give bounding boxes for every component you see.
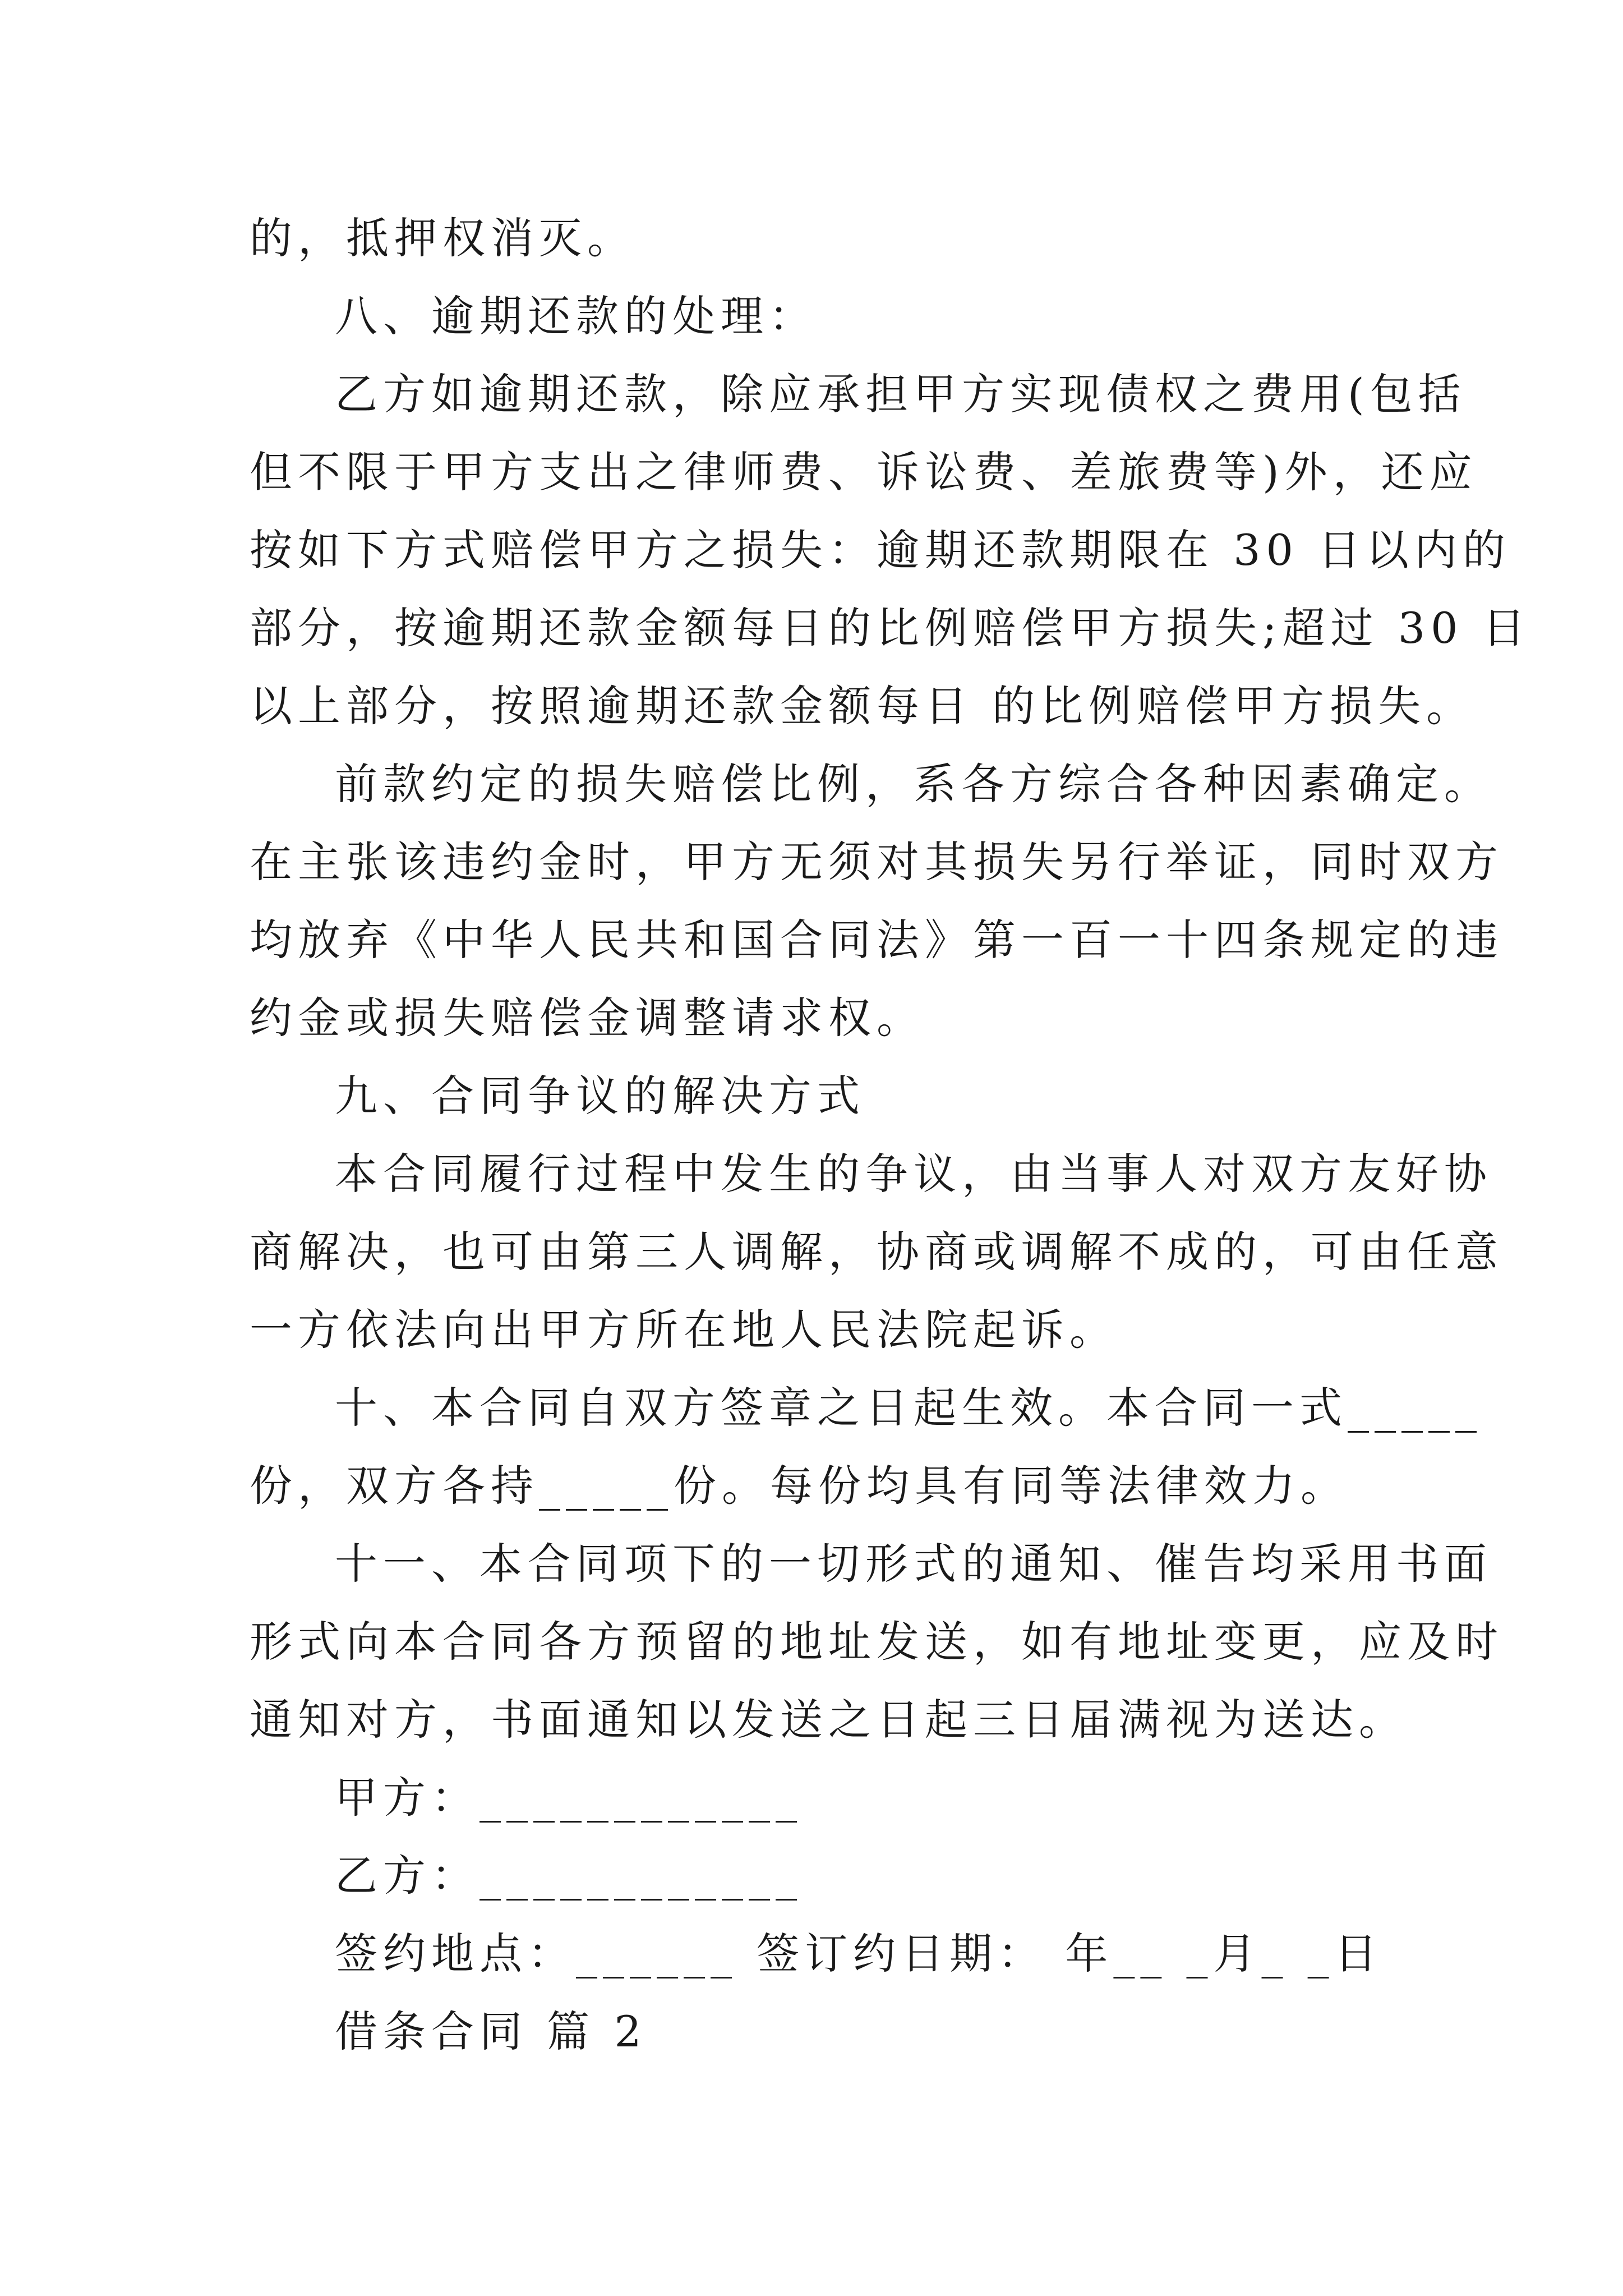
text-line-20: 通知对方，书面通知以发送之日起三日届满视为送达。 <box>250 1695 1407 1745</box>
text-line-5: 按如下方式赔偿甲方之损失：逾期还款期限在 30 日以内的 <box>250 525 1511 575</box>
section-8-heading: 八、逾期还款的处理： <box>335 291 817 341</box>
section-10-text: 十、本合同自双方签章之日起生效。本合同一式_____ <box>335 1383 1482 1433</box>
text-line-1: 的，抵押权消灭。 <box>250 213 635 263</box>
section-9-heading: 九、合同争议的解决方式 <box>335 1071 865 1121</box>
text-line-14: 商解决，也可由第三人调解，协商或调解不成的，可由任意 <box>250 1227 1504 1277</box>
next-contract-title: 借条合同 篇 2 <box>335 2007 647 2056</box>
party-b-signature-line: 乙方：____________ <box>335 1851 803 1901</box>
section-11-text: 十一、本合同项下的一切形式的通知、催告均采用书面 <box>335 1539 1492 1589</box>
text-line-8: 前款约定的损失赔偿比例，系各方综合各种因素确定。 <box>335 759 1492 809</box>
signing-place-date-line: 签约地点：______ 签订约日期： 年__ _月_ _日 <box>335 1929 1383 1978</box>
text-line-15: 一方依法向出甲方所在地人民法院起诉。 <box>250 1305 1118 1355</box>
party-a-signature-line: 甲方：____________ <box>335 1773 803 1823</box>
text-line-4: 但不限于甲方支出之律师费、诉讼费、差旅费等)外，还应 <box>250 447 1478 497</box>
text-line-11: 约金或损失赔偿金调整请求权。 <box>250 993 925 1043</box>
text-line-7: 以上部分，按照逾期还款金额每日 的比例赔偿甲方损失。 <box>250 681 1475 731</box>
text-line-19: 形式向本合同各方预留的地址发送，如有地址变更，应及时 <box>250 1617 1504 1667</box>
text-line-9: 在主张该违约金时，甲方无须对其损失另行举证，同时双方 <box>250 837 1504 887</box>
document-body <box>250 199 1531 2070</box>
text-line-3: 乙方如逾期还款，除应承担甲方实现债权之费用(包括 <box>335 369 1467 419</box>
text-line-10: 均放弃《中华人民共和国合同法》第一百一十四条规定的违 <box>250 915 1504 965</box>
text-line-13: 本合同履行过程中发生的争议，由当事人对双方友好协 <box>335 1149 1492 1199</box>
text-line-17: 份，双方各持_____份。每份均具有同等法律效力。 <box>250 1461 1349 1511</box>
text-line-6: 部分，按逾期还款金额每日的比例赔偿甲方损失;超过 30 日 <box>250 603 1531 653</box>
